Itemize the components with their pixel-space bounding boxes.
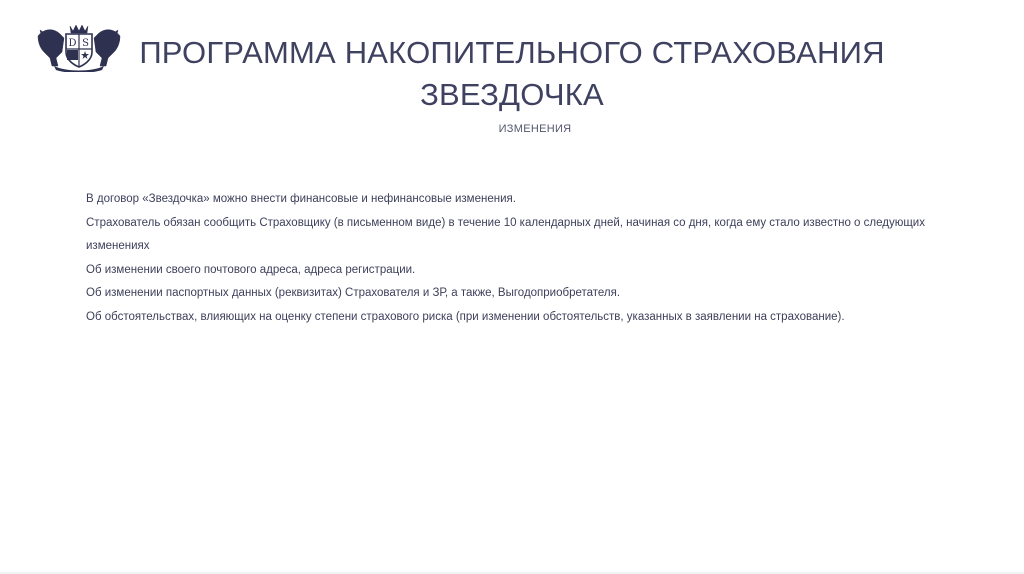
paragraph: В договор «Звездочка» можно внести финансовые и нефинансовые изменения.	[86, 193, 516, 205]
section-subtitle: ИЗМЕНЕНИЯ	[498, 123, 572, 135]
paragraph: Об обстоятельствах, влияющих на оценку степени страхового риска (при изменении обстоятельств, указанных в заявлении на страхование).	[86, 310, 845, 323]
page-title	[0, 32, 1024, 116]
paragraph: Страхователь обязан сообщить Страховщику (в письменном виде) в течение 10 календарных дней, начиная со дня, когда ему стало известно о следующих изменениях	[86, 216, 925, 252]
paragraph: Об изменении своего почтового адреса, адреса регистрации.	[86, 263, 416, 276]
logo-letter-s: S	[82, 38, 89, 49]
body-text	[86, 188, 926, 329]
page-title-line-2: ЗВЕЗДОЧКА	[420, 77, 604, 112]
logo-letter-d: D	[68, 38, 77, 49]
page-title-line-1: ПРОГРАММА НАКОПИТЕЛЬНОГО СТРАХОВАНИЯ	[139, 35, 885, 70]
paragraph: Об изменении паспортных данных (реквизитах) Страхователя и ЗР, а также, Выгодоприобретателя.	[86, 287, 621, 299]
